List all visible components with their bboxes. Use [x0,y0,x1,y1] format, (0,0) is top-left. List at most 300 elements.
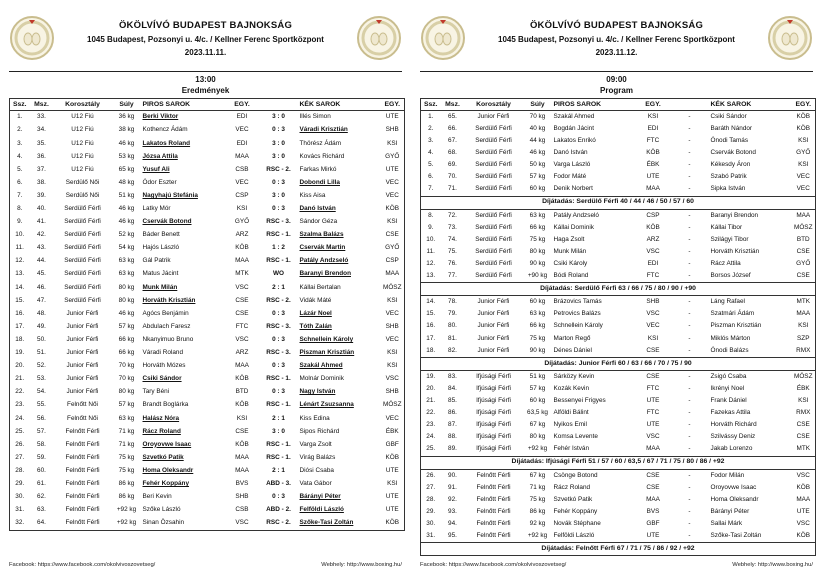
red-corner-name: Váradi Roland [142,349,184,357]
bout-serial: 21. [15,375,25,383]
bout-serial: 15. [15,296,25,304]
red-corner-name: Rácz Roland [142,427,181,435]
bout-number: 73. [448,223,457,231]
weight-class: +92 kg [527,532,548,540]
weight-class: 75 kg [529,235,546,243]
blue-corner-name: Vidák Máté [299,296,332,304]
red-corner-club: MAA [235,453,249,461]
red-corner-name: Latky Mór [142,205,171,212]
red-corner-name: Haga Zsolt [553,235,585,243]
red-corner-club: UTE [646,421,660,429]
red-corner-name: Homa Oleksandr [142,466,194,474]
federation-logo-icon [356,15,402,61]
bout-serial: 4. [428,149,434,157]
red-corner-club: CSB [235,506,249,514]
red-corner-name: Báder Benett [142,231,180,239]
bout-result: 2 : 1 [272,414,285,422]
red-corner-name: Brázovics Tamás [553,298,602,306]
red-corner-name: Józsa Attila [142,152,178,160]
bout-result: - [688,235,691,243]
column-header: EGY. [792,99,816,111]
age-group: Serdülő Férfi [475,211,512,219]
event-date: 2023.11.11. [184,47,227,57]
blue-corner-club: KSI [387,362,398,370]
bout-serial: 14. [426,298,436,306]
bout-number: 89. [448,445,457,453]
blue-corner-name: Tóth Zalán [299,322,332,330]
age-group: Serdülő Férfi [475,235,512,243]
page-footer [9,562,402,568]
award-ceremony-row [421,283,816,296]
red-corner-club: KÖB [235,244,249,252]
bout-row [10,399,405,412]
bout-serial: 21. [426,397,436,404]
header-text [466,20,767,57]
weight-class: 57 kg [118,322,135,330]
bout-row [421,482,816,494]
red-corner-club: CSE [646,346,660,354]
blue-corner-name: Szilágyi Tibor [710,235,749,243]
red-corner-name: Szőke László [142,506,181,514]
weight-class: 57 kg [118,401,135,409]
bout-row [421,171,816,183]
bout-result: - [688,421,691,429]
blue-corner-name: Rácz Attila [710,259,741,267]
red-corner-club: FTC [646,272,660,280]
bout-serial: 31. [15,506,25,514]
blue-corner-name: Farkas Mirkó [299,165,337,173]
bout-number: 88. [448,433,457,441]
bout-serial: 4. [17,152,23,160]
blue-corner-name: Lázár Noel [299,309,332,317]
blue-corner-club: RMX [796,409,811,417]
website-link[interactable]: Webhely: http://www.boxing.hu/ [321,562,402,568]
column-header: Ssz. [421,99,441,111]
bout-row [10,124,405,137]
blue-corner-name: Sipos Richárd [299,427,340,435]
bout-row [10,255,405,268]
venue-address: 1045 Budapest, Pozsonyi u. 4/c. / Kellner Ferenc Sportközpont [87,34,324,44]
bout-number: 41. [37,218,46,226]
bout-result: 3 : 0 [272,191,285,199]
bout-result: RSC - 3. [266,322,291,330]
bout-row [10,438,405,451]
blue-corner-club: KSI [387,139,398,147]
bout-number: 61. [37,479,46,487]
red-corner-name: Fodor Máté [553,173,587,181]
red-corner-club: MAA [646,495,660,503]
weight-class: 60 kg [529,185,546,193]
blue-corner-club: VEC [385,178,399,186]
bout-number: 78. [448,298,457,306]
bout-number: 35. [37,139,46,147]
bout-number: 34. [37,126,46,134]
bout-number: 56. [37,414,46,422]
award-ceremony-row [421,357,816,370]
red-corner-club: MAA [646,445,660,453]
bout-row [10,347,405,360]
bout-number: 80. [448,322,457,330]
red-corner-name: Munk Milán [553,247,587,255]
bout-result: 0 : 3 [272,309,285,317]
blue-corner-club: KÖB [796,112,810,120]
column-header: EGY. [637,99,670,111]
red-corner-name: Gál Patrik [142,257,171,265]
bout-serial: 11. [426,247,435,255]
session-time: 09:00 [606,75,627,84]
blue-corner-club: KSI [798,397,809,404]
weight-class: 60 kg [529,298,546,306]
blue-corner-name: Váradi Krisztián [299,126,348,134]
weight-class: 63 kg [118,257,135,265]
bout-result: - [688,149,691,157]
page-header [420,10,813,66]
weight-class: 80 kg [529,433,546,441]
bout-number: 33. [37,113,46,121]
column-header: PIROS SAROK [553,99,637,111]
age-group: Ifjúsági Férfi [476,384,511,392]
bout-result: - [688,173,691,181]
red-corner-club: VSC [646,310,660,318]
red-corner-name: Szvetkó Patik [142,453,184,461]
bout-row [10,150,405,163]
blue-corner-club: ÉBK [385,427,399,435]
weight-class: 80 kg [118,388,135,396]
red-corner-name: Patály Andzseló [553,211,599,219]
award-ceremony-row [421,543,816,556]
red-corner-club: BVS [646,507,660,515]
age-group: Junior Férfi [66,322,99,330]
age-group: Junior Férfi [66,375,99,383]
bout-serial: 16. [15,309,25,317]
age-group: Felnőtt Férfi [476,507,511,515]
bout-serial: 28. [426,495,436,503]
bout-number: 50. [37,335,46,343]
age-group: Felnőtt Férfi [65,506,100,514]
weight-class: 46 kg [529,149,546,157]
weight-class: 90 kg [529,259,546,267]
blue-corner-club: KÖB [385,205,399,212]
bout-row [421,159,816,171]
bout-row [421,111,816,124]
bout-number: 40. [37,205,46,212]
red-corner-name: Csiki Károly [553,259,588,267]
age-group: Junior Férfi [477,322,510,330]
age-group: U12 Fiú [71,139,94,147]
column-header: EGY. [381,99,405,111]
bout-result: 3 : 0 [272,152,285,160]
blue-corner-club: RMX [796,346,811,354]
red-corner-club: KSI [236,205,248,212]
blue-corner-club: MÖSZ [794,223,813,231]
blue-corner-name: Fodor Milán [710,471,745,479]
bout-result: 3 : 0 [272,139,285,147]
bout-row [10,294,405,307]
age-group: Serdülő Férfi [475,137,512,145]
bout-row [421,431,816,443]
age-group: U12 Fiú [71,113,94,121]
bout-number: 87. [448,421,457,429]
bout-row [421,333,816,345]
bout-result: RSC - 1. [266,257,291,265]
column-header [670,99,710,111]
age-group: Ifjúsági Férfi [476,433,511,441]
bout-row [10,360,405,373]
blue-corner-name: Szatmári Ádám [710,310,755,318]
age-group: Serdülő Férfi [475,223,512,231]
blue-corner-club: MAA [385,270,400,278]
blue-corner-club: UTE [796,507,810,515]
award-ceremony-label: Díjátadás: Serdülő Férfi 63 / 66 / 75 / 80 / 90 / +90 [421,283,816,296]
red-corner-club: VSC [235,519,249,527]
bout-serial: 18. [426,346,436,354]
bout-result: RSC - 2. [266,519,291,527]
bout-result: 0 : 3 [272,178,285,186]
red-corner-club: CSP [235,191,249,199]
bout-number: 71. [448,185,457,193]
blue-corner-name: Szilvássy Deniz [710,433,756,441]
weight-class: +92 kg [116,519,137,527]
red-corner-club: UTE [646,397,660,404]
age-group: Felnőtt Női [67,401,98,409]
bout-serial: 1. [428,112,434,120]
page-header [9,10,402,66]
blue-corner-club: GYŐ [796,149,811,157]
bout-result: RSC - 2. [266,165,291,173]
header-divider [420,71,813,72]
weight-class: 86 kg [529,507,546,515]
red-corner-club: VSC [646,247,660,255]
weight-class: 46 kg [118,205,135,212]
weight-class: 66 kg [118,349,135,357]
age-group: Junior Férfi [477,310,510,318]
page-footer [420,562,813,568]
red-corner-club: VSC [646,433,660,441]
bout-serial: 6. [428,173,434,181]
age-group: U12 Fiú [71,152,94,160]
red-corner-name: Fehér Koppány [553,507,598,515]
red-corner-club: KSI [236,414,248,422]
website-link[interactable]: Webhely: http://www.boxing.hu/ [732,562,813,568]
bout-result: - [688,409,691,417]
bout-row [10,242,405,255]
blue-corner-club: SHB [385,388,399,396]
red-corner-club: CSE [235,309,249,317]
blue-corner-club: VEC [796,185,810,193]
weight-class: +92 kg [527,445,548,453]
page-title: ÖKÖLVÍVÓ BUDAPEST BAJNOKSÁG [118,19,293,31]
bout-serial: 5. [428,161,434,169]
age-group: Junior Férfi [477,334,510,342]
blue-corner-name: Borsos József [710,272,751,280]
red-corner-name: Szakál Ahmed [553,112,595,120]
red-corner-club: VSC [235,283,249,291]
bout-number: 83. [448,372,457,380]
bout-row [421,309,816,321]
red-corner-name: Abdulach Faresz [142,322,191,330]
age-group: Serdülő Férfi [475,247,512,255]
bout-result: - [688,519,691,527]
bout-result: 0 : 3 [272,205,285,212]
red-corner-club: EDI [647,259,659,267]
weight-class: 75 kg [529,334,546,342]
blue-corner-name: Kékesdy Áron [710,161,751,169]
bout-number: 36. [37,152,46,160]
age-group: Ifjúsági Férfi [476,409,511,417]
bout-result: - [688,298,691,306]
bout-result: - [688,397,691,404]
blue-corner-name: Szőke-Tasi Zoltán [299,519,354,527]
blue-corner-club: SZP [797,334,810,342]
age-group: Serdülő Férfi [64,296,101,304]
red-corner-name: Horváth Krisztián [142,296,196,304]
blue-corner-name: Kovács Richárd [299,152,345,160]
blue-corner-club: GYŐ [796,259,811,267]
blue-corner-club: KÖB [385,453,399,461]
blue-corner-name: Cservák Botond [710,149,756,157]
award-ceremony-label: Díjátadás: Serdülő Férfi 40 / 44 / 46 / 50 / 57 / 60 [421,196,816,209]
red-corner-club: KÖB [646,149,660,157]
venue-address: 1045 Budapest, Pozsonyi u. 4/c. / Kellner Ferenc Sportközpont [498,34,735,44]
federation-logo-icon [420,15,466,61]
bout-row [421,518,816,530]
age-group: Felnőtt Férfi [65,519,100,527]
blue-corner-club: UTE [385,165,399,173]
bout-result: - [688,137,691,145]
age-group: Junior Férfi [477,298,510,306]
weight-class: 63 kg [118,414,135,422]
bout-serial: 19. [15,349,25,357]
blue-corner-club: CSE [385,231,399,239]
age-group: Serdülő Férfi [475,124,512,132]
bout-number: 75. [448,247,457,255]
blue-corner-name: Jakab Lorenzo [710,445,753,453]
bout-number: 92. [448,495,457,503]
bout-serial: 24. [426,433,436,441]
red-corner-club: ÉBK [646,161,660,169]
blue-corner-name: Szőke-Tasi Zoltán [710,532,762,540]
blue-corner-club: KÖB [796,532,810,540]
blue-corner-club: VEC [385,191,399,199]
bout-result: - [688,211,691,219]
bout-row [10,373,405,386]
column-header: Msz. [441,99,465,111]
bout-number: 39. [37,191,46,199]
bout-row [10,307,405,320]
blue-corner-club: BTD [796,235,810,243]
weight-class: 67 kg [529,471,546,479]
weight-class: +90 kg [527,272,548,280]
red-corner-club: CSE [646,483,660,491]
weight-class: 51 kg [529,372,546,380]
age-group: Felnőtt Férfi [65,493,100,501]
award-ceremony-label: Díjátadás: Junior Férfi 60 / 63 / 66 / 70 / 75 / 90 [421,357,816,370]
bout-result: - [688,433,691,441]
weight-class: 70 kg [118,375,135,383]
bout-serial: 11. [15,244,24,252]
bout-row [10,412,405,425]
blue-corner-club: MÖSZ [383,401,402,409]
bout-row [10,190,405,203]
red-corner-name: Marton Regő [553,334,591,342]
blue-corner-name: Miklós Márton [710,334,751,342]
session-name: Eredmények [181,86,230,95]
age-group: Felnőtt Férfi [476,519,511,527]
weight-class: 66 kg [118,335,135,343]
bout-number: 46. [37,283,46,291]
bout-result: 0 : 3 [272,388,285,396]
bout-number: 93. [448,507,457,515]
red-corner-name: Berki Viktor [142,113,179,121]
bout-row [421,135,816,147]
bout-result: - [688,223,691,231]
weight-class: 60 kg [529,397,546,404]
bout-serial: 8. [17,205,23,212]
bout-serial: 9. [428,223,434,231]
red-corner-name: Kozák Kevin [553,384,590,392]
bout-serial: 20. [426,384,436,392]
blue-corner-name: Bárányi Péter [710,507,750,515]
red-corner-club: MAA [235,152,249,160]
red-corner-club: CSE [646,372,660,380]
blue-corner-club: VSC [385,375,399,383]
bout-row [10,216,405,229]
facebook-link[interactable]: Facebook: https://www.facebook.com/okolvivoszovetseg/ [420,562,567,568]
red-corner-name: Beri Kevin [142,493,172,501]
age-group: Felnőtt Férfi [476,495,511,503]
bout-result: RSC - 3. [266,218,291,226]
weight-class: 57 kg [529,173,546,181]
bout-serial: 25. [15,427,25,435]
blue-corner-name: Ónodi Balázs [710,346,749,354]
blue-corner-club: VEC [385,309,399,317]
weight-class: 63,5 kg [527,409,548,417]
bout-row [421,370,816,383]
red-corner-club: GBF [646,519,660,527]
bout-row [421,258,816,270]
bout-row [10,321,405,334]
blue-corner-name: Dobondi Lilla [299,178,340,186]
red-corner-name: Sinan Özsahin [142,519,185,527]
blue-corner-name: Piszman Krisztián [710,322,762,330]
age-group: Felnőtt Férfi [65,427,100,435]
red-corner-name: Bódi Roland [553,272,589,280]
blue-corner-name: Cservák Martin [299,244,346,252]
blue-corner-name: Ikrényi Noel [710,384,745,392]
bout-result: - [688,445,691,453]
bout-number: 72. [448,211,457,219]
red-corner-name: Sárközy Kevin [553,372,595,380]
blue-corner-club: MÖSZ [794,372,813,380]
bout-row [421,530,816,543]
red-corner-club: EDI [236,139,248,147]
weight-class: 86 kg [118,493,135,501]
column-header: Ssz. [10,99,30,111]
blue-corner-name: Baranyi Brendon [299,270,351,278]
blue-corner-club: KSI [387,349,398,357]
bout-number: 60. [37,466,46,474]
bout-serial: 29. [15,479,25,487]
facebook-link[interactable]: Facebook: https://www.facebook.com/okolvivoszovetseg/ [9,562,156,568]
bout-row [10,386,405,399]
bout-row [10,491,405,504]
blue-corner-name: Kiss Aisa [299,191,326,199]
bout-result: - [688,495,691,503]
blue-corner-club: MAA [796,495,811,503]
bout-number: 45. [37,270,46,278]
red-corner-name: Lakatos Enrikó [553,137,596,145]
bout-serial: 3. [17,139,23,147]
